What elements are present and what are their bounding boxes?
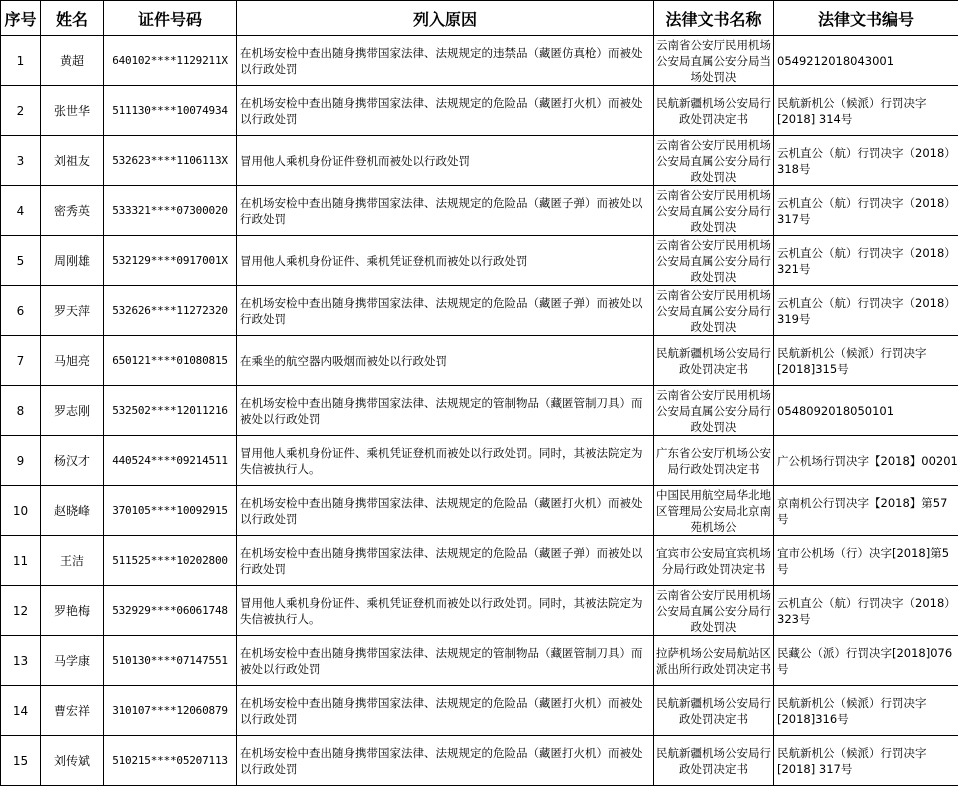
cell-document-number: 云机直公（航）行罚决字（2018）319号 xyxy=(774,286,958,336)
table-row xyxy=(1,386,958,436)
cell-id-number: 370105****10092915 xyxy=(104,486,237,536)
cell-name: 罗艳梅 xyxy=(41,586,104,636)
cell-reason: 在机场安检中查出随身携带国家法律、法规规定的危险品（藏匿子弹）而被处以行政处罚 xyxy=(237,186,654,236)
cell-serial: 9 xyxy=(1,436,41,486)
col-header-reason: 列入原因 xyxy=(237,1,654,36)
cell-document-number: 民航新机公（候派）行罚决字[2018] 314号 xyxy=(774,86,958,136)
cell-name: 黄超 xyxy=(41,36,104,86)
cell-reason: 在机场安检中查出随身携带国家法律、法规规定的危险品（藏匿打火机）而被处以行政处罚 xyxy=(237,736,654,786)
cell-id-number: 532502****12011216 xyxy=(104,386,237,436)
cell-reason: 在机场安检中查出随身携带国家法律、法规规定的管制物品（藏匿管制刀具）而被处以行政处罚 xyxy=(237,636,654,686)
cell-serial: 13 xyxy=(1,636,41,686)
cell-document-name: 云南省公安厅民用机场公安局直属公安分局当场处罚决 xyxy=(654,36,774,86)
cell-reason: 在机场安检中查出随身携带国家法律、法规规定的危险品（藏匿打火机）而被处以行政处罚 xyxy=(237,86,654,136)
cell-document-name: 民航新疆机场公安局行政处罚决定书 xyxy=(654,336,774,386)
cell-reason: 在机场安检中查出随身携带国家法律、法规规定的违禁品（藏匿仿真枪）而被处以行政处罚 xyxy=(237,36,654,86)
cell-id-number: 511525****10202800 xyxy=(104,536,237,586)
cell-name: 王洁 xyxy=(41,536,104,586)
cell-id-number: 650121****01080815 xyxy=(104,336,237,386)
cell-document-name: 民航新疆机场公安局行政处罚决定书 xyxy=(654,686,774,736)
table-row xyxy=(1,336,958,386)
cell-document-number: 云机直公（航）行罚决字（2018）323号 xyxy=(774,586,958,636)
col-header-document-number: 法律文书编号 xyxy=(774,1,958,36)
cell-reason: 在机场安检中查出随身携带国家法律、法规规定的危险品（藏匿打火机）而被处以行政处罚 xyxy=(237,686,654,736)
table-row xyxy=(1,186,958,236)
table-row xyxy=(1,436,958,486)
table-row xyxy=(1,236,958,286)
table-row xyxy=(1,286,958,336)
table-row xyxy=(1,86,958,136)
cell-serial: 5 xyxy=(1,236,41,286)
cell-document-number: 民航新机公（候派）行罚决字[2018] 317号 xyxy=(774,736,958,786)
cell-document-number: 云机直公（航）行罚决字（2018）321号 xyxy=(774,236,958,286)
cell-document-name: 拉萨机场公安局航站区派出所行政处罚决定书 xyxy=(654,636,774,686)
cell-document-name: 宜宾市公安局宜宾机场分局行政处罚决定书 xyxy=(654,536,774,586)
cell-document-number: 民航新机公（候派）行罚决字[2018]316号 xyxy=(774,686,958,736)
cell-id-number: 532626****11272320 xyxy=(104,286,237,336)
cell-serial: 8 xyxy=(1,386,41,436)
cell-document-name: 云南省公安厅民用机场公安局直属公安分局行政处罚决 xyxy=(654,386,774,436)
cell-document-number: 0548092018050101 xyxy=(774,386,958,436)
cell-reason: 在机场安检中查出随身携带国家法律、法规规定的危险品（藏匿子弹）而被处以行政处罚 xyxy=(237,536,654,586)
cell-name: 赵晓峰 xyxy=(41,486,104,536)
cell-document-name: 云南省公安厅民用机场公安局直属公安分局行政处罚决 xyxy=(654,286,774,336)
col-header-id-number: 证件号码 xyxy=(104,1,237,36)
cell-reason: 冒用他人乘机身份证件登机而被处以行政处罚 xyxy=(237,136,654,186)
cell-serial: 7 xyxy=(1,336,41,386)
cell-name: 罗志刚 xyxy=(41,386,104,436)
cell-document-number: 民航新机公（候派）行罚决字[2018]315号 xyxy=(774,336,958,386)
cell-document-name: 云南省公安厅民用机场公安局直属公安分局行政处罚决 xyxy=(654,236,774,286)
cell-id-number: 532129****0917001X xyxy=(104,236,237,286)
cell-document-number: 宜市公机场（行）决字[2018]第5号 xyxy=(774,536,958,586)
cell-reason: 在乘坐的航空器内吸烟而被处以行政处罚 xyxy=(237,336,654,386)
cell-serial: 6 xyxy=(1,286,41,336)
cell-reason: 在机场安检中查出随身携带国家法律、法规规定的危险品（藏匿子弹）而被处以行政处罚 xyxy=(237,286,654,336)
cell-document-number: 云机直公（航）行罚决字（2018）317号 xyxy=(774,186,958,236)
cell-serial: 10 xyxy=(1,486,41,536)
cell-id-number: 532623****1106113X xyxy=(104,136,237,186)
cell-name: 周刚雄 xyxy=(41,236,104,286)
cell-serial: 2 xyxy=(1,86,41,136)
col-header-name: 姓名 xyxy=(41,1,104,36)
cell-id-number: 532929****06061748 xyxy=(104,586,237,636)
cell-reason: 冒用他人乘机身份证件、乘机凭证登机而被处以行政处罚。同时，其被法院定为失信被执行人。 xyxy=(237,586,654,636)
cell-document-number: 民藏公（派）行罚决字[2018]076号 xyxy=(774,636,958,686)
cell-document-name: 云南省公安厅民用机场公安局直属公安分局行政处罚决 xyxy=(654,586,774,636)
cell-document-number: 0549212018043001 xyxy=(774,36,958,86)
table-row xyxy=(1,686,958,736)
table-row xyxy=(1,486,958,536)
cell-document-name: 云南省公安厅民用机场公安局直属公安分局行政处罚决 xyxy=(654,186,774,236)
cell-reason: 冒用他人乘机身份证件、乘机凭证登机而被处以行政处罚。同时，其被法院定为失信被执行人。 xyxy=(237,436,654,486)
table-row xyxy=(1,586,958,636)
cell-document-name: 云南省公安厅民用机场公安局直属公安分局行政处罚决 xyxy=(654,136,774,186)
cell-id-number: 511130****10074934 xyxy=(104,86,237,136)
cell-name: 张世华 xyxy=(41,86,104,136)
table-row xyxy=(1,136,958,186)
cell-document-name: 民航新疆机场公安局行政处罚决定书 xyxy=(654,736,774,786)
cell-document-number: 京南机公行罚决字【2018】第57号 xyxy=(774,486,958,536)
cell-document-number: 广公机场行罚决字【2018】00201 xyxy=(774,436,958,486)
cell-id-number: 510215****05207113 xyxy=(104,736,237,786)
table-header-row xyxy=(1,1,958,36)
cell-id-number: 310107****12060879 xyxy=(104,686,237,736)
cell-name: 杨汉才 xyxy=(41,436,104,486)
cell-serial: 11 xyxy=(1,536,41,586)
cell-document-number: 云机直公（航）行罚决字（2018）318号 xyxy=(774,136,958,186)
cell-serial: 12 xyxy=(1,586,41,636)
col-header-document-name: 法律文书名称 xyxy=(654,1,774,36)
cell-id-number: 640102****1129211X xyxy=(104,36,237,86)
cell-serial: 1 xyxy=(1,36,41,86)
col-header-serial: 序号 xyxy=(1,1,41,36)
cell-id-number: 440524****09214511 xyxy=(104,436,237,486)
cell-id-number: 533321****07300020 xyxy=(104,186,237,236)
table-row xyxy=(1,36,958,86)
table-row xyxy=(1,636,958,686)
cell-name: 曹宏祥 xyxy=(41,686,104,736)
cell-document-name: 民航新疆机场公安局行政处罚决定书 xyxy=(654,86,774,136)
cell-serial: 14 xyxy=(1,686,41,736)
cell-reason: 在机场安检中查出随身携带国家法律、法规规定的管制物品（藏匿管制刀具）而被处以行政处罚 xyxy=(237,386,654,436)
cell-name: 密秀英 xyxy=(41,186,104,236)
cell-name: 罗天萍 xyxy=(41,286,104,336)
cell-name: 刘传斌 xyxy=(41,736,104,786)
cell-id-number: 510130****07147551 xyxy=(104,636,237,686)
table-row xyxy=(1,536,958,586)
cell-name: 马学康 xyxy=(41,636,104,686)
cell-serial: 4 xyxy=(1,186,41,236)
cell-name: 马旭亮 xyxy=(41,336,104,386)
cell-serial: 3 xyxy=(1,136,41,186)
cell-document-name: 广东省公安厅机场公安局行政处罚决定书 xyxy=(654,436,774,486)
cell-name: 刘祖友 xyxy=(41,136,104,186)
cell-document-name: 中国民用航空局华北地区管理局公安局北京南苑机场公 xyxy=(654,486,774,536)
table-row xyxy=(1,736,958,786)
cell-reason: 冒用他人乘机身份证件、乘机凭证登机而被处以行政处罚 xyxy=(237,236,654,286)
cell-reason: 在机场安检中查出随身携带国家法律、法规规定的危险品（藏匿打火机）而被处以行政处罚 xyxy=(237,486,654,536)
cell-serial: 15 xyxy=(1,736,41,786)
